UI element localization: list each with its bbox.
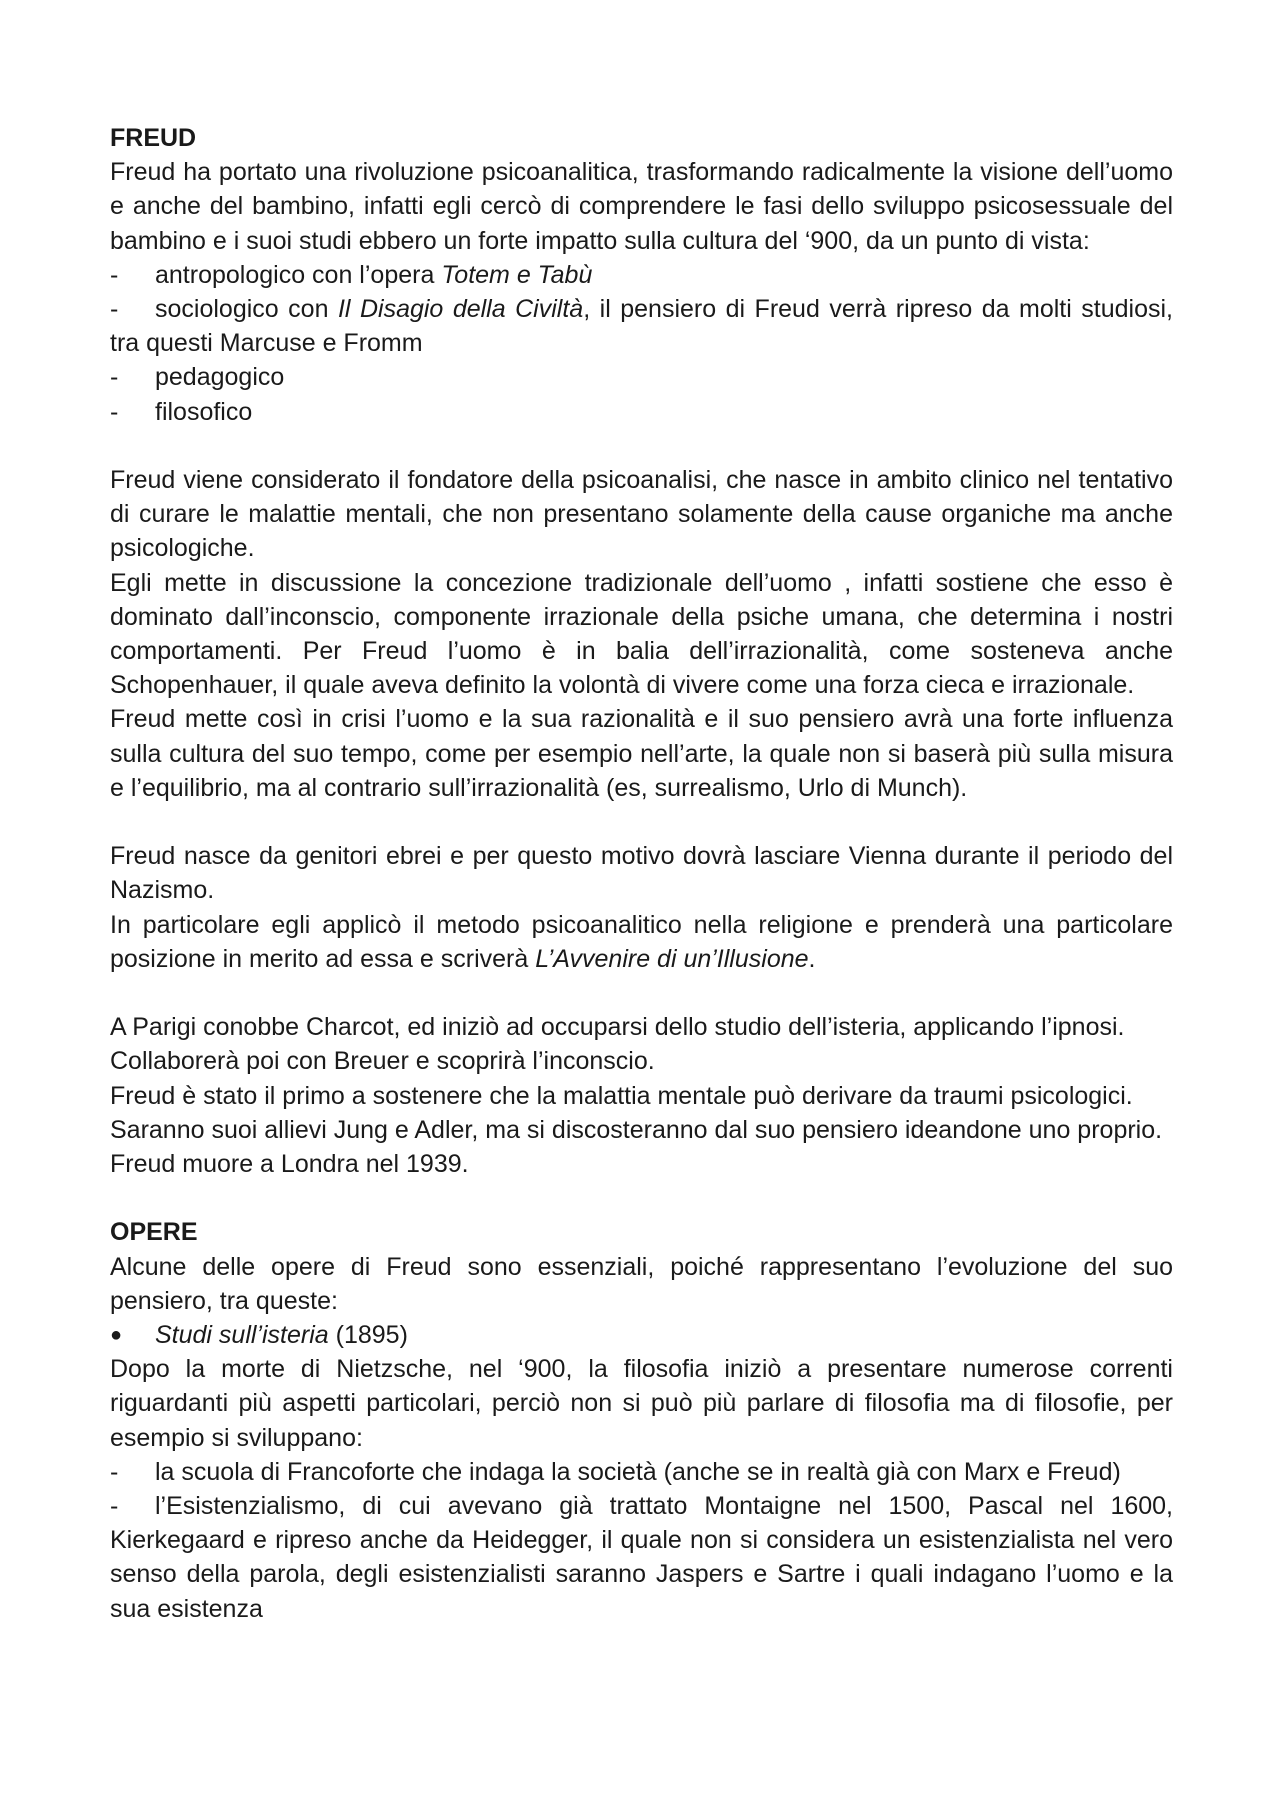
paragraph-inconscio: Egli mette in discussione la concezione tradizionale dell’uomo , infatti sostiene che esso è dominato dall’inconscio, componente irrazionale della psiche umana, che determina i nostri comportamenti. Per Freud l’uomo è in balia dell’irrazionalità, come sosteneva anche Schopenhauer, il quale aveva definito la volontà di vivere come una forza cieca e irrazionale. [110, 568, 1173, 700]
paragraph-nietzsche: Dopo la morte di Nietzsche, nel ‘900, la filosofia iniziò a presentare numerose correnti riguardanti più aspetti particolari, perciò non si può più parlare di filosofia ma di filosofie, per esempio si sviluppano: [110, 1355, 1173, 1452]
spacer [110, 1181, 1173, 1215]
list-item-francoforte: - la scuola di Francoforte che indaga la società (anche se in realtà già con Marx e Freud) [110, 1455, 1173, 1489]
paragraph-religione: In particolare egli applicò il metodo psicoanalitico nella religione e prenderà una particolare posizione in merito ad essa e scriverà L’Avvenire di un’Illusione. [110, 910, 1173, 973]
list-item-filosofico: - filosofico [110, 395, 1173, 429]
paragraph-breuer: Collaborerà poi con Breuer e scoprirà l’inconscio. [110, 1047, 655, 1076]
section-heading-opere: OPERE [110, 1218, 198, 1247]
list-item-esistenzialismo: - l’Esistenzialismo, di cui avevano già trattato Montaigne nel 1500, Pascal nel 1600, Kierkegaard e ripreso anche da Heidegger, il quale non si considera un esistenzialista nel vero senso della parola, degli esistenzialisti saranno Jaspers e Sartre i quali indagano l’uomo e la sua esistenza [110, 1489, 1173, 1626]
spacer [110, 429, 1173, 463]
paragraph-allievi: Saranno suoi allievi Jung e Adler, ma si discosteranno dal suo pensiero ideandone uno proprio. [110, 1115, 1163, 1144]
bullet-icon: ● [110, 1324, 123, 1347]
paragraph-traumi: Freud è stato il primo a sostenere che la malattia mentale può derivare da traumi psicologici. [110, 1081, 1133, 1110]
paragraph-nazismo: Freud nasce da genitori ebrei e per questo motivo dovrà lasciare Vienna durante il periodo del Nazismo. [110, 842, 1173, 905]
dash-marker: - [110, 397, 119, 426]
opere-intro-paragraph: Alcune delle opere di Freud sono essenziali, poiché rappresentano l’evoluzione del suo pensiero, tra queste: [110, 1252, 1173, 1315]
paragraph-fondatore: Freud viene considerato il fondatore della psicoanalisi, che nasce in ambito clinico nel tentativo di curare le malattie mentali, che non presentano solamente della cause organiche ma anche psicologiche. [110, 466, 1173, 563]
work-title: Totem e Tabù [441, 260, 593, 289]
spacer [110, 805, 1173, 839]
list-item-antropologico: - antropologico con l’opera Totem e Tabù [110, 258, 1173, 292]
dash-marker: - [110, 1457, 119, 1486]
paragraph-charcot: A Parigi conobbe Charcot, ed iniziò ad occuparsi dello studio dell’isteria, applicando l’ipnosi. [110, 1013, 1125, 1042]
list-item-pedagogico: - pedagogico [110, 360, 1173, 394]
bullet-item-studi: ● Studi sull’isteria (1895) [110, 1318, 1173, 1352]
work-title: Il Disagio della Civiltà [337, 295, 584, 324]
dash-marker: - [110, 363, 119, 392]
dash-marker: - [110, 1492, 119, 1521]
spacer [110, 976, 1173, 1010]
dash-marker: - [110, 260, 119, 289]
work-title: L’Avvenire di un’Illusione [535, 944, 809, 973]
freud-intro-paragraph: Freud ha portato una rivoluzione psicoanalitica, trasformando radicalmente la visione dell’uomo e anche del bambino, infatti egli cercò di comprendere le fasi dello sviluppo psicosessuale del bambino e i suoi studi ebbero un forte impatto sulla cultura del ‘900, da un punto di vista: [110, 158, 1173, 255]
paragraph-crisi: Freud mette così in crisi l’uomo e la sua razionalità e il suo pensiero avrà una forte influenza sulla cultura del suo tempo, come per esempio nell’arte, la quale non si baserà più sulla misura e l’equilibrio, ma al contrario sull’irrazionalità (es, surrealismo, Urlo di Munch). [110, 705, 1173, 802]
section-heading-freud: FREUD [110, 124, 197, 152]
dash-marker: - [110, 295, 119, 324]
work-title: Studi sull’isteria [155, 1321, 329, 1350]
list-item-sociologico: - sociologico con Il Disagio della Civiltà, il pensiero di Freud verrà ripreso da molti studiosi, tra questi Marcuse e Fromm [110, 292, 1173, 360]
paragraph-morte: Freud muore a Londra nel 1939. [110, 1150, 469, 1179]
